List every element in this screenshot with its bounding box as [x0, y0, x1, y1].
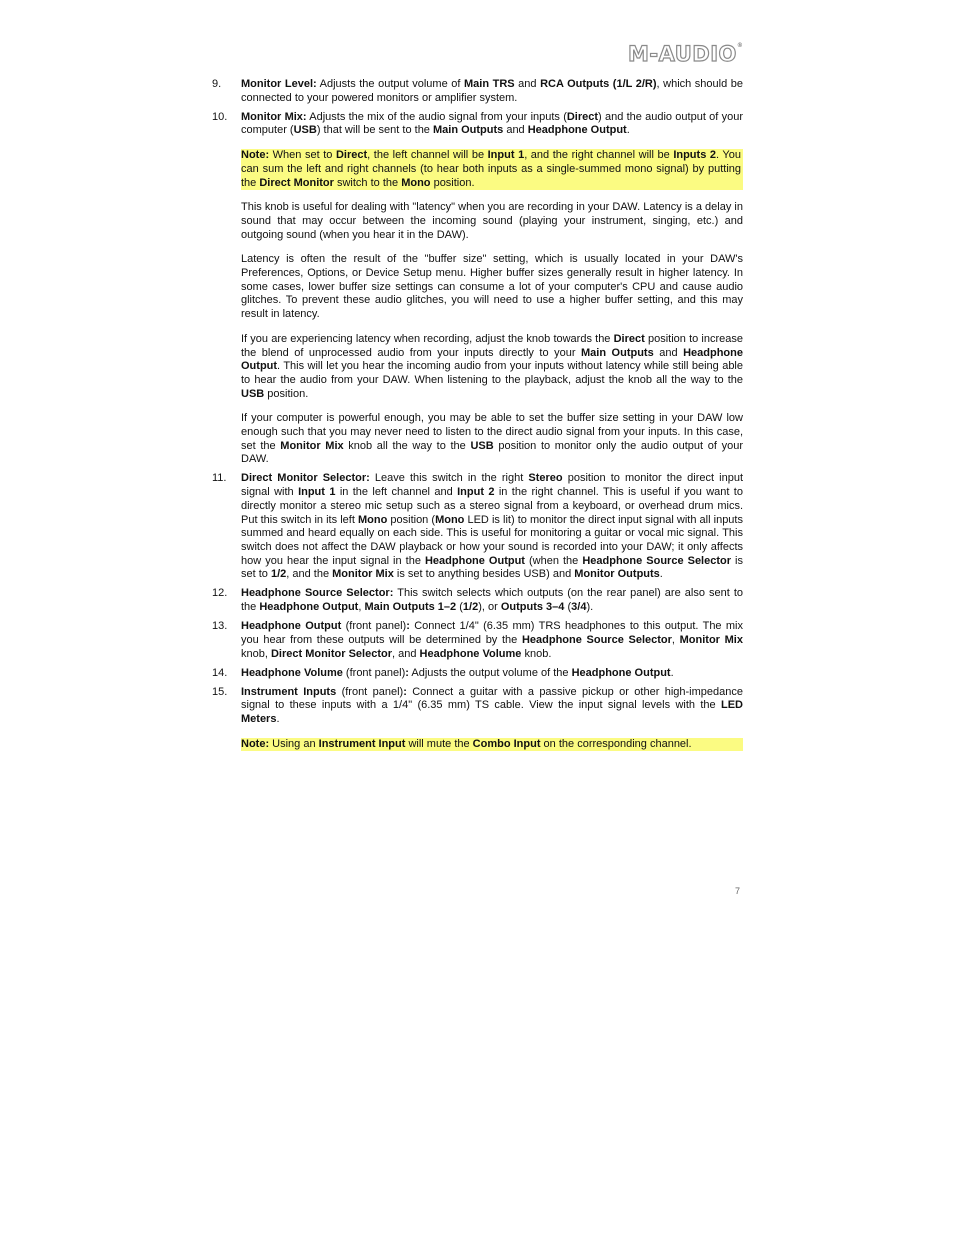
list-item-13	[212, 620, 743, 661]
list-item-11	[212, 472, 743, 582]
logo-text: M-AUDIO	[628, 42, 737, 66]
item-text: Headphone Volume (front panel): Adjusts the output volume of the Headphone Output.	[241, 666, 674, 679]
list-item-15	[212, 686, 743, 727]
paragraph-direct-position: If you are experiencing latency when recording, adjust the knob towards the Direct position to increase the blend of unprocessed audio from your inputs directly to your Main Outputs and Headphone Output. This will let you hear the incoming audio from your inputs without latency while still being able to hear the audio from your DAW. When listening to the playback, adjust the knob all the way to the USB position.	[241, 332, 743, 400]
note-direct-mode: Note: When set to Direct, the left channel will be Input 1, and the right channel will be Inputs 2. You can sum the left and right channels (to hear both inputs as a single-summed mono signal) by putting the Direct Monitor switch to the Mono position.	[241, 149, 741, 189]
paragraph-buffer-size: Latency is often the result of the "buffer size" setting, which is usually located in your DAW's Preferences, Options, or Device Setup menu. Higher buffer sizes generally result in higher latency. In some cases, lower buffer size settings can consume a lot of your computer's CPU and cause audio glitches. To prevent these audio glitches, you will need to use a higher buffer setting, and this may result in latency.	[241, 253, 743, 321]
item-text: Monitor Mix: Adjusts the mix of the audio signal from your inputs (Direct) and the audio output of your computer (USB) that will be sent to the Main Outputs and Headphone Output.	[241, 110, 743, 137]
list-item-14	[212, 667, 743, 681]
m-audio-logo	[628, 42, 743, 66]
list-item-10	[212, 111, 743, 138]
item-number: 10.	[212, 110, 228, 123]
item-number: 14.	[212, 666, 228, 679]
item-number: 9.	[212, 78, 222, 90]
item-number: 13.	[212, 620, 228, 633]
item-number: 12.	[212, 587, 228, 600]
list-item-12	[212, 587, 743, 614]
item-text: Headphone Output (front panel): Connect 1/4" (6.35 mm) TRS headphones to this output. The mix you hear from these outputs will be determined by the Headphone Source Selector, Monitor Mix knob, Direct Monitor Selector, and Headphone Volume knob.	[241, 620, 743, 660]
trademark-mark: ®	[736, 42, 744, 49]
item-text: Headphone Source Selector: This switch selects which outputs (on the rear panel) are also sent to the Headphone Output, Main Outputs 1–2 (1/2), or Outputs 3–4 (3/4).	[241, 587, 744, 614]
item-text: Instrument Inputs (front panel): Connect a guitar with a passive pickup or other high-impedance signal to these inputs with a 1/4" (6.35 mm) TS cable. View the input signal levels with the LED Meters.	[241, 685, 743, 725]
paragraph-usb-position: If your computer is powerful enough, you may be able to set the buffer size setting in your DAW low enough such that you may never need to listen to the direct audio signal from your inputs. In this case, set the Monitor Mix knob all the way to the USB position to monitor only the audio output of your DAW.	[241, 412, 743, 466]
page-number: 7	[735, 886, 741, 896]
manual-content	[212, 78, 743, 757]
item-text: Direct Monitor Selector: Leave this switch in the right Stereo position to monitor the direct input signal with Input 1 in the left channel and Input 2 in the right channel. This is useful if you want to directly monitor a stereo mic setup such as a stereo signal from a keyboard, or overhead drum mics. Put this switch in its left Mono position (Mono LED is lit) to monitor the direct input signal with all inputs summed and heard equally on each side. This is useful for monitoring a guitar or vocal mic signal. This switch does not affect the DAW playback or how your sound is recorded into your DAW; it only affects how you hear the input signal in the Headphone Output (when the Headphone Source Selector is set to 1/2, and the Monitor Mix is set to anything besides USB) and Monitor Outputs.	[241, 472, 744, 581]
item-number: 15.	[212, 685, 228, 698]
paragraph-latency-intro: This knob is useful for dealing with "latency" when you are recording in your DAW. Latency is a delay in sound that may occur between the incoming sound (playing your instrument, singing, etc.) and outgoing sound (when you hear it in the DAW).	[241, 201, 743, 241]
note-instrument-input: Note: Using an Instrument Input will mute the Combo Input on the corresponding channel.	[241, 738, 743, 752]
item-text: Monitor Level: Adjusts the output volume of Main TRS and RCA Outputs (1/L 2/R), which should be connected to your powered monitors or amplifier system.	[241, 78, 744, 104]
list-item-9	[212, 78, 743, 105]
item-number: 11.	[212, 472, 227, 485]
